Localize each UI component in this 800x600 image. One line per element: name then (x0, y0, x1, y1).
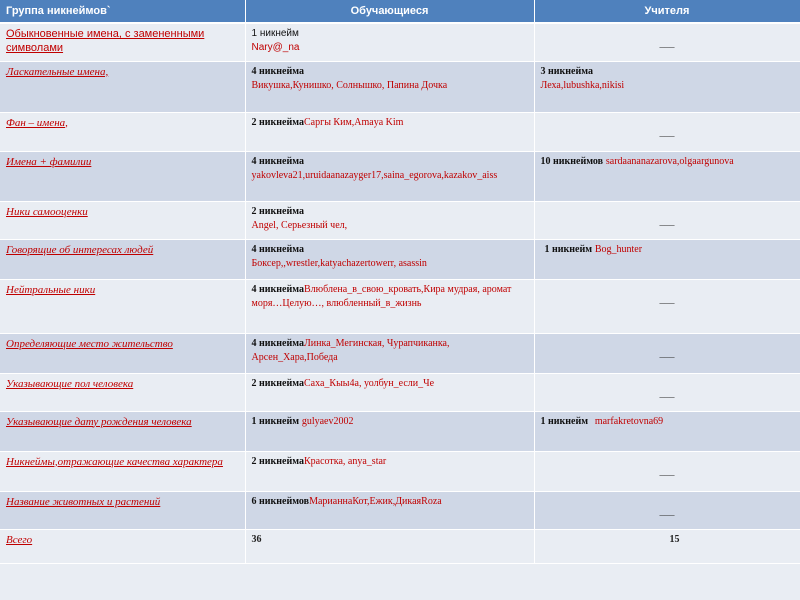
header-teachers: Учителя (534, 0, 800, 23)
teachers-count: 1 никнейм (540, 415, 589, 427)
teachers-cell (534, 279, 800, 333)
group-cell: Определяющие место жительство (0, 333, 245, 373)
students-nicks: Nary@_na (251, 42, 300, 53)
teachers-nicks: Bog_hunter (594, 243, 643, 255)
students-cell (245, 333, 534, 373)
teachers-cell (534, 112, 800, 151)
students-cell (245, 373, 534, 411)
table-row (0, 333, 800, 373)
students-cell (245, 201, 534, 239)
table-row (0, 112, 800, 151)
total-row (0, 529, 800, 563)
group-cell: Название животных и растений (0, 491, 245, 529)
students-count: 2 никнейма (251, 455, 304, 467)
group-cell: Имена + фамилии (0, 151, 245, 201)
students-cell (245, 151, 534, 201)
group-cell: Ники самооценки (0, 201, 245, 239)
students-cell (245, 23, 534, 61)
teachers-count: 1 никнейм (544, 243, 593, 255)
students-count: 4 никнейма (251, 283, 304, 295)
students-count: 4 никнейма (251, 243, 304, 255)
students-nicks: Angel, Серьезный чел, (251, 219, 348, 231)
table-row (0, 451, 800, 491)
students-cell (245, 112, 534, 151)
empty-dash: ___ (659, 505, 675, 517)
teachers-count: 10 никнеймов (540, 155, 604, 167)
students-nicks: Красотка, anya_star (304, 455, 387, 467)
empty-dash: ___ (659, 387, 675, 399)
table-header-row (0, 0, 800, 23)
students-count: 2 никнейма (251, 205, 304, 217)
empty-dash: ___ (659, 465, 675, 477)
teachers-cell (534, 201, 800, 239)
students-count: 1 никнейм (251, 28, 299, 39)
students-nicks: Викушка,Кунишко, Солнышко, Папина Дочка (251, 79, 448, 91)
students-count: 4 никнейма (251, 155, 304, 167)
students-count: 2 никнейма (251, 116, 304, 128)
teachers-cell (534, 239, 800, 279)
students-nicks: gulyaev2002 (301, 415, 354, 427)
students-cell (245, 61, 534, 112)
teachers-nicks: Леха,lubushka,nikisi (540, 79, 625, 91)
table-row (0, 373, 800, 411)
group-cell: Говорящие об интересах людей (0, 239, 245, 279)
group-cell: Указывающие пол человека (0, 373, 245, 411)
empty-dash: ___ (659, 38, 675, 49)
teachers-count: 3 никнейма (540, 65, 593, 77)
teachers-cell (534, 61, 800, 112)
group-cell: Никнеймы,отражающие качества характера (0, 451, 245, 491)
students-nicks: Влюблена_в_свою_кровать,Кира мудрая, аромат моря…Целую…, влюбленный_в_жизнь (251, 283, 512, 309)
total-teachers: 15 (534, 529, 800, 563)
students-nicks: yakovleva21,uruidaanazayger17,saina_egorova,kazakov_aiss (251, 169, 498, 181)
students-nicks: МарианнаКот,Ежик,ДикаяRoza (309, 495, 442, 507)
empty-dash: ___ (659, 293, 675, 305)
teachers-cell (534, 23, 800, 61)
table-row (0, 279, 800, 333)
students-count: 1 никнейм (251, 415, 300, 427)
students-nicks: Боксер,,wrestler,katyachazertowerr, asassin (251, 257, 427, 269)
table-row (0, 239, 800, 279)
total-students: 36 (245, 529, 534, 563)
students-cell (245, 239, 534, 279)
students-count: 4 никнейма (251, 337, 304, 349)
students-cell (245, 491, 534, 529)
students-nicks: Линка_Мегинская, Чурапчиканка, Арсен_Хара,Победа (251, 337, 450, 363)
table-row (0, 201, 800, 239)
group-cell: Нейтральные ники (0, 279, 245, 333)
teachers-cell (534, 151, 800, 201)
teachers-cell (534, 333, 800, 373)
students-cell (245, 451, 534, 491)
teachers-cell (534, 411, 800, 451)
students-cell (245, 279, 534, 333)
students-cell (245, 411, 534, 451)
empty-dash: ___ (659, 215, 675, 227)
table-row (0, 491, 800, 529)
teachers-cell (534, 451, 800, 491)
teachers-nicks: sardaananazarova,olgaargunova (605, 155, 734, 167)
empty-dash: ___ (659, 347, 675, 359)
students-nicks: Саха_Кыы4а, уолбун_если_Че (304, 377, 435, 389)
teachers-cell (534, 373, 800, 411)
header-students: Обучающиеся (245, 0, 534, 23)
table-row (0, 23, 800, 61)
group-cell: Фан – имена, (0, 112, 245, 151)
table-row (0, 411, 800, 451)
total-label: Всего (0, 529, 245, 563)
table-row (0, 61, 800, 112)
teachers-nicks: marfakretovna69 (594, 415, 664, 427)
table-row (0, 151, 800, 201)
students-count: 6 никнеймов (251, 495, 310, 507)
empty-dash: ___ (659, 126, 675, 138)
group-cell: Указывающие дату рождения человека (0, 411, 245, 451)
header-group: Группа никнеймов` (0, 0, 245, 23)
group-cell: Обыкновенные имена, с замененными символами (0, 23, 245, 61)
group-cell: Ласкательные имена, (0, 61, 245, 112)
teachers-cell (534, 491, 800, 529)
students-nicks: Саргы Ким,Amaya Kim (304, 116, 404, 128)
students-count: 4 никнейма (251, 65, 304, 77)
students-count: 2 никнейма (251, 377, 304, 389)
